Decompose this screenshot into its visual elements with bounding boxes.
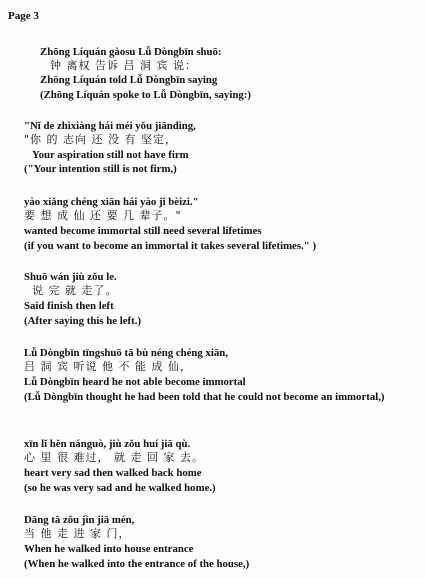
chinese-line: 说 完 就 走了。 (32, 284, 118, 297)
pinyin-line: Lǚ Dòngbīn tīngshuō tā bù néng chéng xiān, (24, 347, 229, 359)
chinese-line: 要 想 成 仙 还 要 几 辈子。" (24, 209, 182, 222)
chinese-line: 当 他 走 进 家 门， (24, 527, 131, 540)
pinyin-line: Shuō wán jiù zǒu le. (24, 271, 117, 283)
translation-line: (Lǚ Dòngbīn thought he had been told that he could not become an immortal,) (24, 391, 385, 403)
pinyin-line: xīn lǐ hěn nánguò, jiù zǒu huí jiā qù. (24, 438, 191, 450)
chinese-line: "你 的 志向 还 没 有 坚定， (24, 133, 178, 146)
translation-line: (if you want to become an immortal it takes several lifetimes." ) (24, 240, 317, 252)
gloss-line: Your aspiration still not have firm (32, 149, 189, 161)
chinese-line: 钟 离权 告诉 吕 洞 宾 说： (50, 59, 197, 72)
chinese-line: 心 里 很 难过， 就 走 回 家 去。 (24, 451, 204, 464)
pinyin-line: "Nǐ de zhìxiàng hái méi yǒu jiāndìng, (24, 120, 196, 132)
page-label: Page 3 (8, 10, 39, 22)
translation-line: (After saying this he left.) (24, 315, 142, 327)
gloss-line: wanted become immortal still need several lifetimes (24, 225, 262, 237)
pinyin-line: Zhōng Líquán gàosu Lǚ Dòngbīn shuō: (40, 46, 222, 58)
translation-line: (Zhōng Líquán spoke to Lǚ Dòngbīn, saying:) (40, 89, 251, 101)
gloss-line: heart very sad then walked back home (24, 467, 202, 479)
pinyin-line: yào xiǎng chéng xiān hái yào jǐ bèizi." (24, 196, 199, 208)
gloss-line: Lǚ Dòngbīn heard he not able become immortal (24, 376, 246, 388)
translation-line: (When he walked into the entrance of the house,) (24, 558, 250, 570)
pinyin-line: Dāng tā zǒu jìn jiā mén, (24, 514, 135, 526)
gloss-line: Zhōng Líquán told Lǚ Dòngbīn saying (40, 74, 218, 86)
translation-line: (so he was very sad and he walked home.) (24, 482, 216, 494)
gloss-line: Said finish then left (24, 300, 114, 312)
chinese-line: 吕 洞 宾 听说 他 不 能 成 仙， (24, 360, 192, 373)
gloss-line: When he walked into house entrance (24, 543, 194, 555)
translation-line: ("Your intention still is not firm,) (24, 163, 177, 175)
